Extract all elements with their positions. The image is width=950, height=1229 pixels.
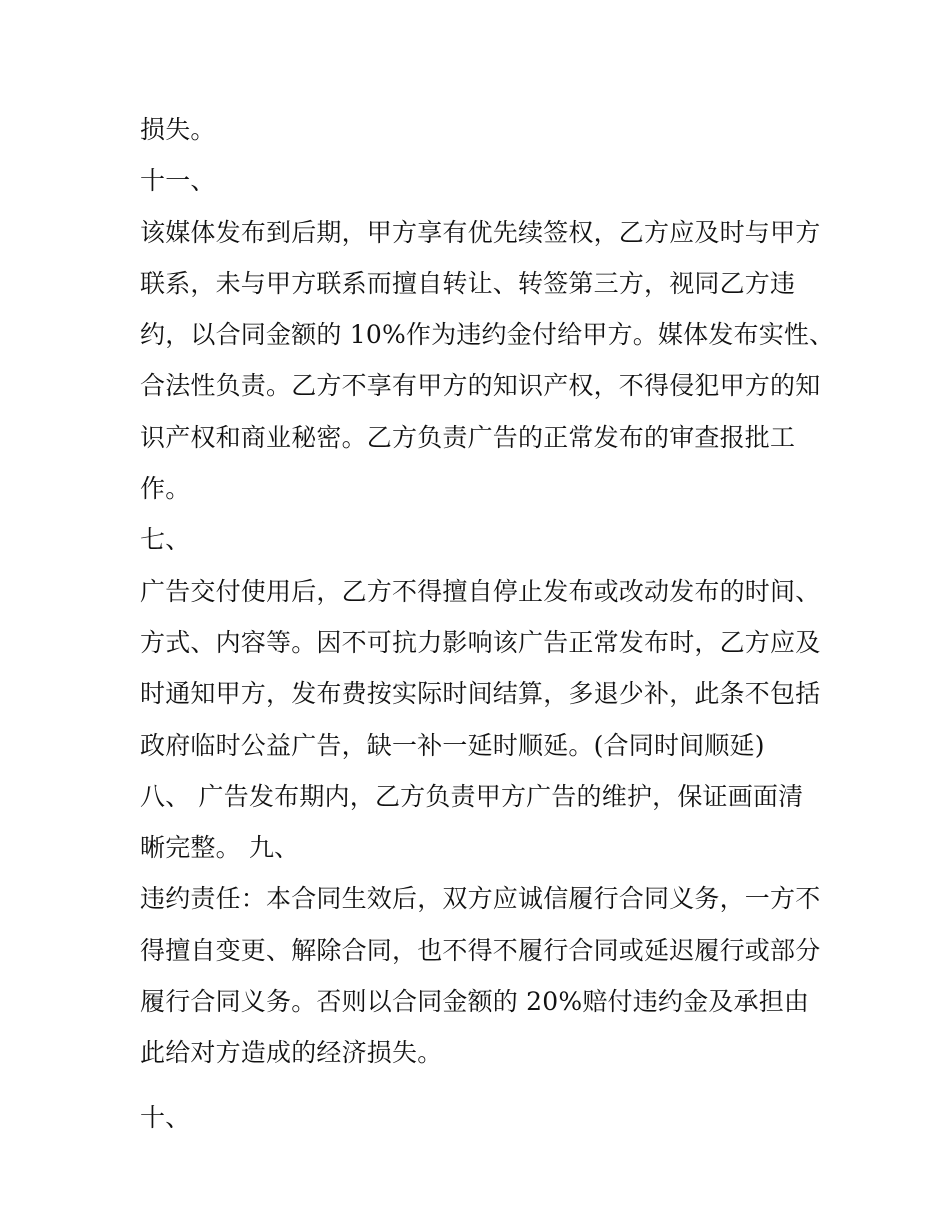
- text-line: 时通知甲方，发布费按实际时间结算，多退少补，此条不包括: [140, 679, 821, 709]
- text-line: 联系，未与甲方联系而擅自转让、转签第三方，视同乙方违: [140, 268, 796, 298]
- text-line: 约，以合同金额的 10%作为违约金付给甲方。媒体发布实性、: [140, 320, 835, 350]
- text-line: 违约责任：本合同生效后，双方应诚信履行合同义务，一方不: [140, 884, 821, 914]
- paragraph-gap: [140, 1079, 820, 1092]
- section-heading-7: 七、: [140, 525, 191, 555]
- text-line: 此给对方造成的经济损失。: [140, 1038, 443, 1068]
- document-body: [140, 104, 835, 1143]
- text-line: 广告交付使用后，乙方不得擅自停止发布或改动发布的时间、: [140, 576, 821, 606]
- text-line: 八、 广告发布期内，乙方负责甲方广告的维护，保证画面清: [140, 781, 804, 811]
- text-line: 方式、内容等。因不可抗力影响该广告正常发布时，乙方应及: [140, 627, 821, 657]
- text-line: 政府临时公益广告，缺一补一延时顺延。(合同时间顺延): [140, 730, 765, 760]
- text-line: 损失。: [140, 115, 216, 144]
- text-line: 合法性负责。乙方不享有甲方的知识产权，不得侵犯甲方的知: [140, 371, 821, 401]
- text-line: 该媒体发布到后期，甲方享有优先续签权，乙方应及时与甲方: [140, 217, 821, 247]
- text-line: 履行合同义务。否则以合同金额的 20%赔付违约金及承担由: [140, 987, 810, 1017]
- text-line: 作。: [140, 474, 191, 504]
- section-heading-11: 十一、: [140, 166, 216, 196]
- section-heading-10: 十、: [140, 1102, 191, 1132]
- text-line: 得擅自变更、解除合同，也不得不履行合同或延迟履行或部分: [140, 935, 821, 965]
- text-line: 晰完整。 九、: [140, 833, 300, 863]
- text-line: 识产权和商业秘密。乙方负责广告的正常发布的审查报批工: [140, 422, 796, 452]
